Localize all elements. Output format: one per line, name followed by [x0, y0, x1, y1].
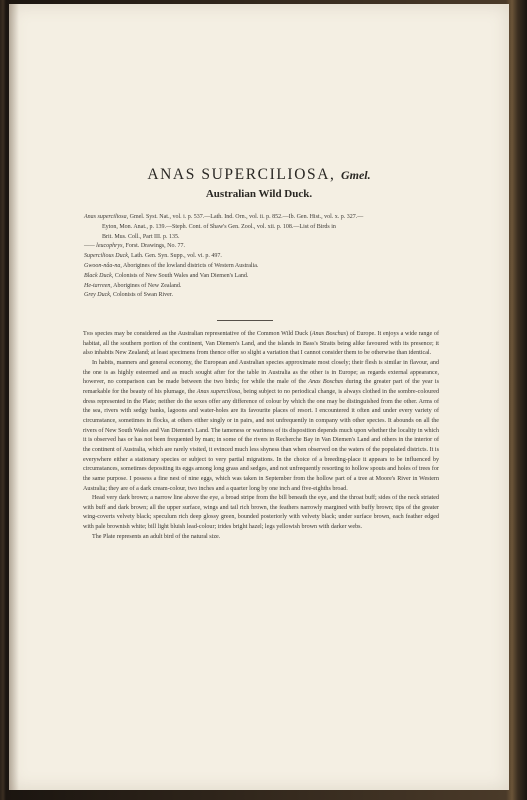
synonym-name: He-tarreen,	[84, 282, 112, 289]
species-name: ANAS SUPERCILIOSA,	[147, 166, 336, 183]
synonym-line	[84, 223, 444, 233]
paragraph-plate-note: The Plate represents an adult bird of the natural size.	[92, 533, 221, 540]
synonym-line	[84, 252, 444, 262]
synonym-reference: Aborigines of the lowland districts of Western Australia.	[121, 262, 259, 269]
synonym-reference: Colonists of New South Wales and Van Diemen's Land.	[113, 272, 249, 279]
synonym-reference: Eyton, Mon. Anat., p. 139.—Steph. Cont. of Shaw's Gen. Zool., vol. xii. p. 108.—List of Birds in	[102, 223, 336, 230]
synonym-name: Black Duck,	[84, 272, 114, 279]
synonym-reference: Forst. Drawings, No. 77.	[124, 243, 185, 250]
text-run: , being subject to no periodical change, is always clothed in the sombre-coloured dress represented in the Plate; neither do the sexes offer any difference of colour by which the one may be distinguished from the other. Arms of the sea, rivers with sedgy banks, lagoons and water-holes are its favourite places of resort. I encountered it often and under every variety of circumstance, sometimes in flocks, at others either singly or in pairs, and not unfrequently in company with other species. It abounds on all the rivers of New South Wales and Van Diemen's Land. The tameness or wariness of its disposition depends much upon whether the locality in which it is observed has or has not been frequented by man; in some of the rivers in Recherche Bay in Van Diemen's Land and others in the interior of the continent of Australia, which are rarely visited, it evinced much less shyness than when observed on the waters of the populated districts. It is everywhere either a stationary species or subject to very partial migrations. In the choice of a breeding-place it appears to be influenced by circumstances, sometimes depositing its eggs among long grass and sedges, and not unfrequently resorting to hollow spouts and holes of trees for the same purpose. I possess a fine nest of nine eggs, which was taken in September from the hollow part of a tree at Moore's River in Western Australia; they are of a dark cream-colour, two inches and a quarter long by one inch and five-eighths broad.	[83, 388, 439, 492]
synonym-line	[84, 291, 444, 301]
synonym-reference: Aborigines of New Zealand.	[111, 282, 182, 289]
synonym-line	[84, 282, 444, 292]
paragraph-intro	[83, 330, 439, 359]
synonymy-list	[84, 213, 444, 301]
synonym-name: Gwoon-nâa-na,	[84, 262, 122, 269]
synonym-line	[84, 242, 444, 252]
synonym-reference: Colonists of Swan River.	[111, 292, 173, 299]
paragraph-habits	[83, 359, 439, 494]
book-page	[9, 4, 509, 790]
text-run: during the greater part of the year is remarkable for the beauty of his plumage, the	[83, 379, 439, 395]
text-run: species may be considered as the Australian representative of the Common Wild Duck (	[93, 331, 312, 337]
synonym-line	[84, 213, 444, 223]
synonym-reference: Brit. Mus. Coll., Part III. p. 135.	[102, 233, 180, 240]
synonym-reference: Gmel. Syst. Nat., vol. i. p. 537.—Lath. Ind. Orn., vol. ii. p. 852.—Ib. Gen. Hist., vol. x. p. 327.—	[128, 214, 364, 220]
italic-run: Anas Boschas	[311, 331, 347, 337]
section-divider	[217, 320, 273, 321]
common-name-subtitle: Australian Wild Duck.	[205, 188, 313, 200]
description-body	[83, 330, 439, 542]
synonym-name: Supercilious Duck,	[84, 253, 130, 260]
synonym-reference: Lath. Gen. Syn. Supp., vol. vi. p. 497.	[129, 253, 222, 260]
species-title	[9, 166, 509, 184]
italic-run: Anas superciliosa	[196, 388, 241, 395]
spine-shadow	[9, 4, 19, 790]
paragraph-plumage: Head very dark brown; a narrow line above the eye, a broad stripe from the bill beneath the eye, and the throat buff; sides of the neck striated with buff and dark brown; all the upper surface, wings and tail rich brown, the feathers narrowly margined with buffy brown; tips of the greater wing-coverts velvety black; speculum rich deep glossy green, bounded posteriorly with velvety black; under surface brown, each feather edged with pale brownish white; bill light bluish lead-colour; irides bright hazel; legs yellowish brown with darker webs.	[83, 495, 439, 531]
synonym-name: Anas superciliosa,	[84, 214, 129, 220]
italic-run: Anas Boschas	[308, 379, 344, 386]
synonym-name: —— leucophrys,	[84, 243, 124, 250]
species-author: Gmel.	[340, 168, 371, 182]
synonym-line	[84, 262, 444, 272]
text-run: In habits, manners and general economy, the European and Australian species approximate most closely; their flesh is similar in flavour, and the one is as highly esteemed and as much sought after for the table in Australia as the other is in Europe; as regards external appearance, however, no comparison can be made between the two birds; for while the male of the	[83, 359, 439, 386]
synonym-name: Grey Duck,	[84, 292, 112, 299]
lead-word: This	[83, 331, 94, 337]
synonym-line	[84, 272, 444, 282]
synonym-line	[84, 233, 444, 243]
text-run: ) of Europe. It enjoys a wide range of habitat, all the southern portion of the continent, Van Diemen's Land, and the islands in Bass's Straits being alike favoured with its presence; it also inhabits New Zealand; at least specimens from thence offer so slight a variation that I cannot consider them to be otherwise than identical.	[83, 331, 439, 357]
